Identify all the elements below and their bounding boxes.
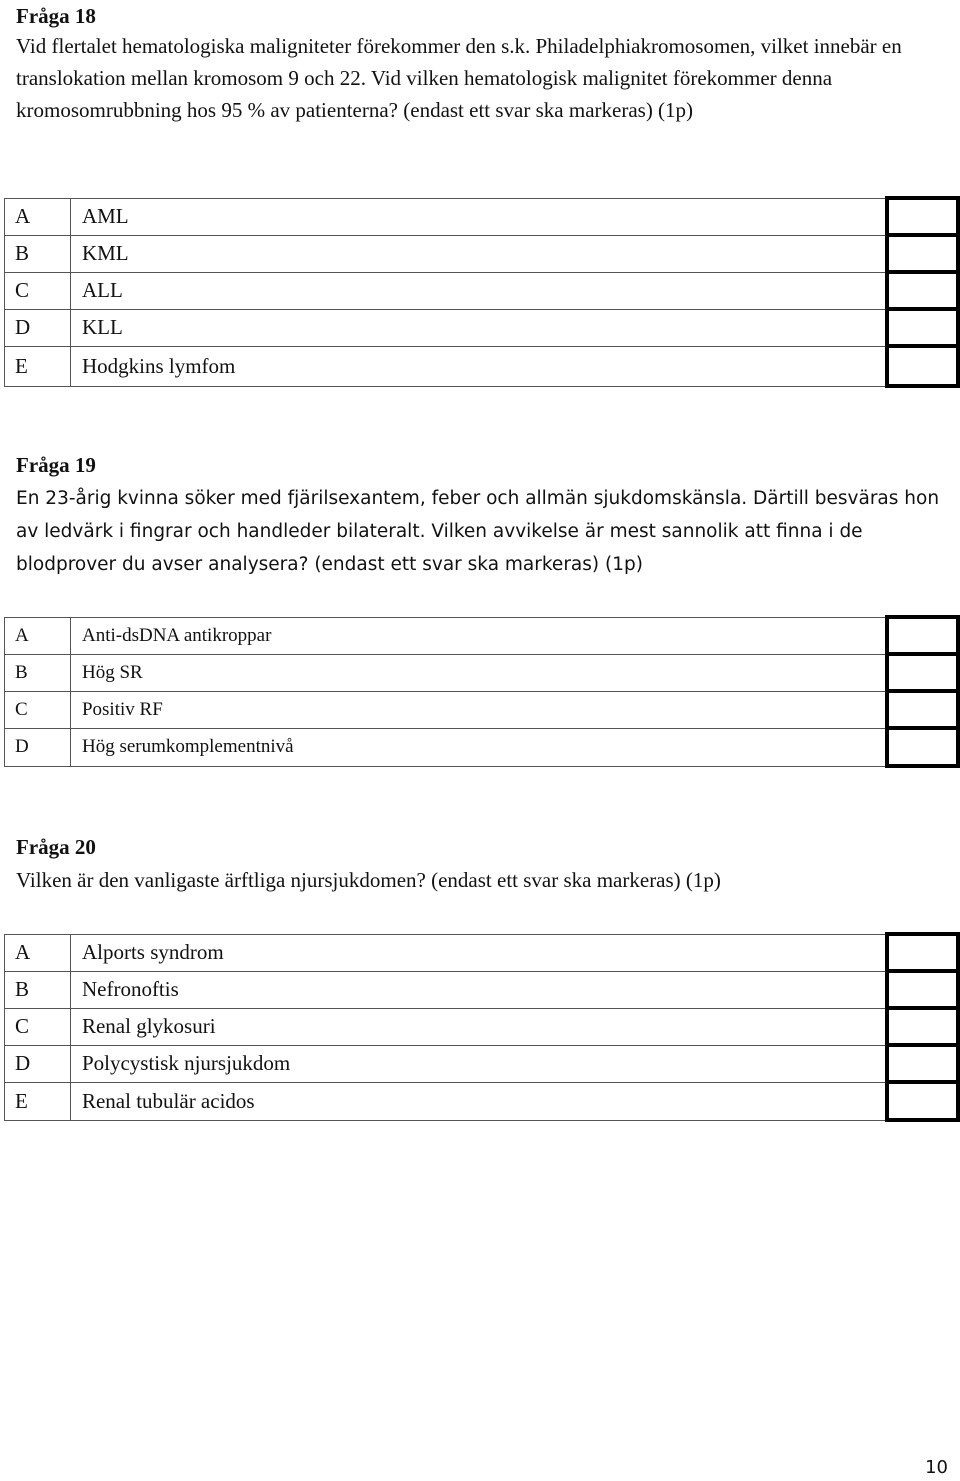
option-row xyxy=(5,198,959,235)
option-text: Alports syndrom xyxy=(70,934,887,971)
option-letter: E xyxy=(5,1082,71,1120)
answer-checkbox[interactable] xyxy=(887,654,958,691)
option-row xyxy=(5,691,959,728)
option-letter: C xyxy=(5,1008,71,1045)
answer-checkbox[interactable] xyxy=(887,309,958,346)
option-row xyxy=(5,309,959,346)
option-row xyxy=(5,1082,959,1120)
answer-checkbox[interactable] xyxy=(887,1045,958,1082)
answer-checkbox[interactable] xyxy=(887,934,958,971)
question-title: Fråga 19 xyxy=(16,453,96,477)
option-text: Hodgkins lymfom xyxy=(70,346,887,386)
option-row xyxy=(5,971,959,1008)
option-letter: D xyxy=(5,309,71,346)
option-letter: C xyxy=(5,691,71,728)
option-row xyxy=(5,1045,959,1082)
question-text: Vid flertalet hematologiska maligniteter förekommer den s.k. Philadelphiakromosomen, vilket innebär en translokation mellan kromosom 9 och 22. Vid vilken hematologisk malignitet förekommer denna kromosomrubbning hos 95 % av patienterna? (endast ett svar ska markeras) (1p) xyxy=(16,34,902,122)
answer-checkbox[interactable] xyxy=(887,971,958,1008)
option-row xyxy=(5,346,959,386)
option-letter: B xyxy=(5,235,71,272)
option-letter: B xyxy=(5,654,71,691)
option-text: KLL xyxy=(70,309,887,346)
answer-table-20 xyxy=(4,932,960,1122)
page-number: 10 xyxy=(925,1457,948,1478)
answer-checkbox[interactable] xyxy=(887,691,958,728)
question-20 xyxy=(16,835,951,896)
answer-checkbox[interactable] xyxy=(887,1008,958,1045)
answer-checkbox[interactable] xyxy=(887,617,958,654)
option-text: Anti-dsDNA antikroppar xyxy=(70,617,887,654)
option-letter: A xyxy=(5,198,71,235)
question-18 xyxy=(16,4,951,126)
option-letter: D xyxy=(5,728,71,766)
option-letter: D xyxy=(5,1045,71,1082)
option-row xyxy=(5,934,959,971)
option-text: Renal tubulär acidos xyxy=(70,1082,887,1120)
option-row xyxy=(5,272,959,309)
option-row xyxy=(5,654,959,691)
option-text: Hög serumkomplementnivå xyxy=(70,728,887,766)
answer-table-19 xyxy=(4,615,960,768)
option-row xyxy=(5,235,959,272)
question-19 xyxy=(16,453,951,581)
answer-checkbox[interactable] xyxy=(887,272,958,309)
option-letter: A xyxy=(5,934,71,971)
answer-checkbox[interactable] xyxy=(887,346,958,386)
answer-checkbox[interactable] xyxy=(887,235,958,272)
option-letter: E xyxy=(5,346,71,386)
option-text: Positiv RF xyxy=(70,691,887,728)
option-row xyxy=(5,1008,959,1045)
question-title: Fråga 20 xyxy=(16,835,96,859)
option-letter: A xyxy=(5,617,71,654)
answer-table-18 xyxy=(4,196,960,388)
option-row xyxy=(5,728,959,766)
option-text: Renal glykosuri xyxy=(70,1008,887,1045)
option-letter: B xyxy=(5,971,71,1008)
answer-checkbox[interactable] xyxy=(887,728,958,766)
option-text: AML xyxy=(70,198,887,235)
option-text: Hög SR xyxy=(70,654,887,691)
option-text: Nefronoftis xyxy=(70,971,887,1008)
question-title: Fråga 18 xyxy=(16,4,96,28)
answer-checkbox[interactable] xyxy=(887,198,958,235)
option-text: KML xyxy=(70,235,887,272)
option-row xyxy=(5,617,959,654)
question-text: En 23-årig kvinna söker med fjärilsexantem, feber och allmän sjukdomskänsla. Därtill besväras hon av ledvärk i fingrar och handleder bilateralt. Vilken avvikelse är mest sannolik att finna i de blodprover du avser analysera? (endast ett svar ska markeras) (1p) xyxy=(16,488,940,575)
option-text: ALL xyxy=(70,272,887,309)
option-letter: C xyxy=(5,272,71,309)
option-text: Polycystisk njursjukdom xyxy=(70,1045,887,1082)
question-text: Vilken är den vanligaste ärftliga njursjukdomen? (endast ett svar ska markeras) (1p) xyxy=(16,868,721,892)
answer-checkbox[interactable] xyxy=(887,1082,958,1120)
